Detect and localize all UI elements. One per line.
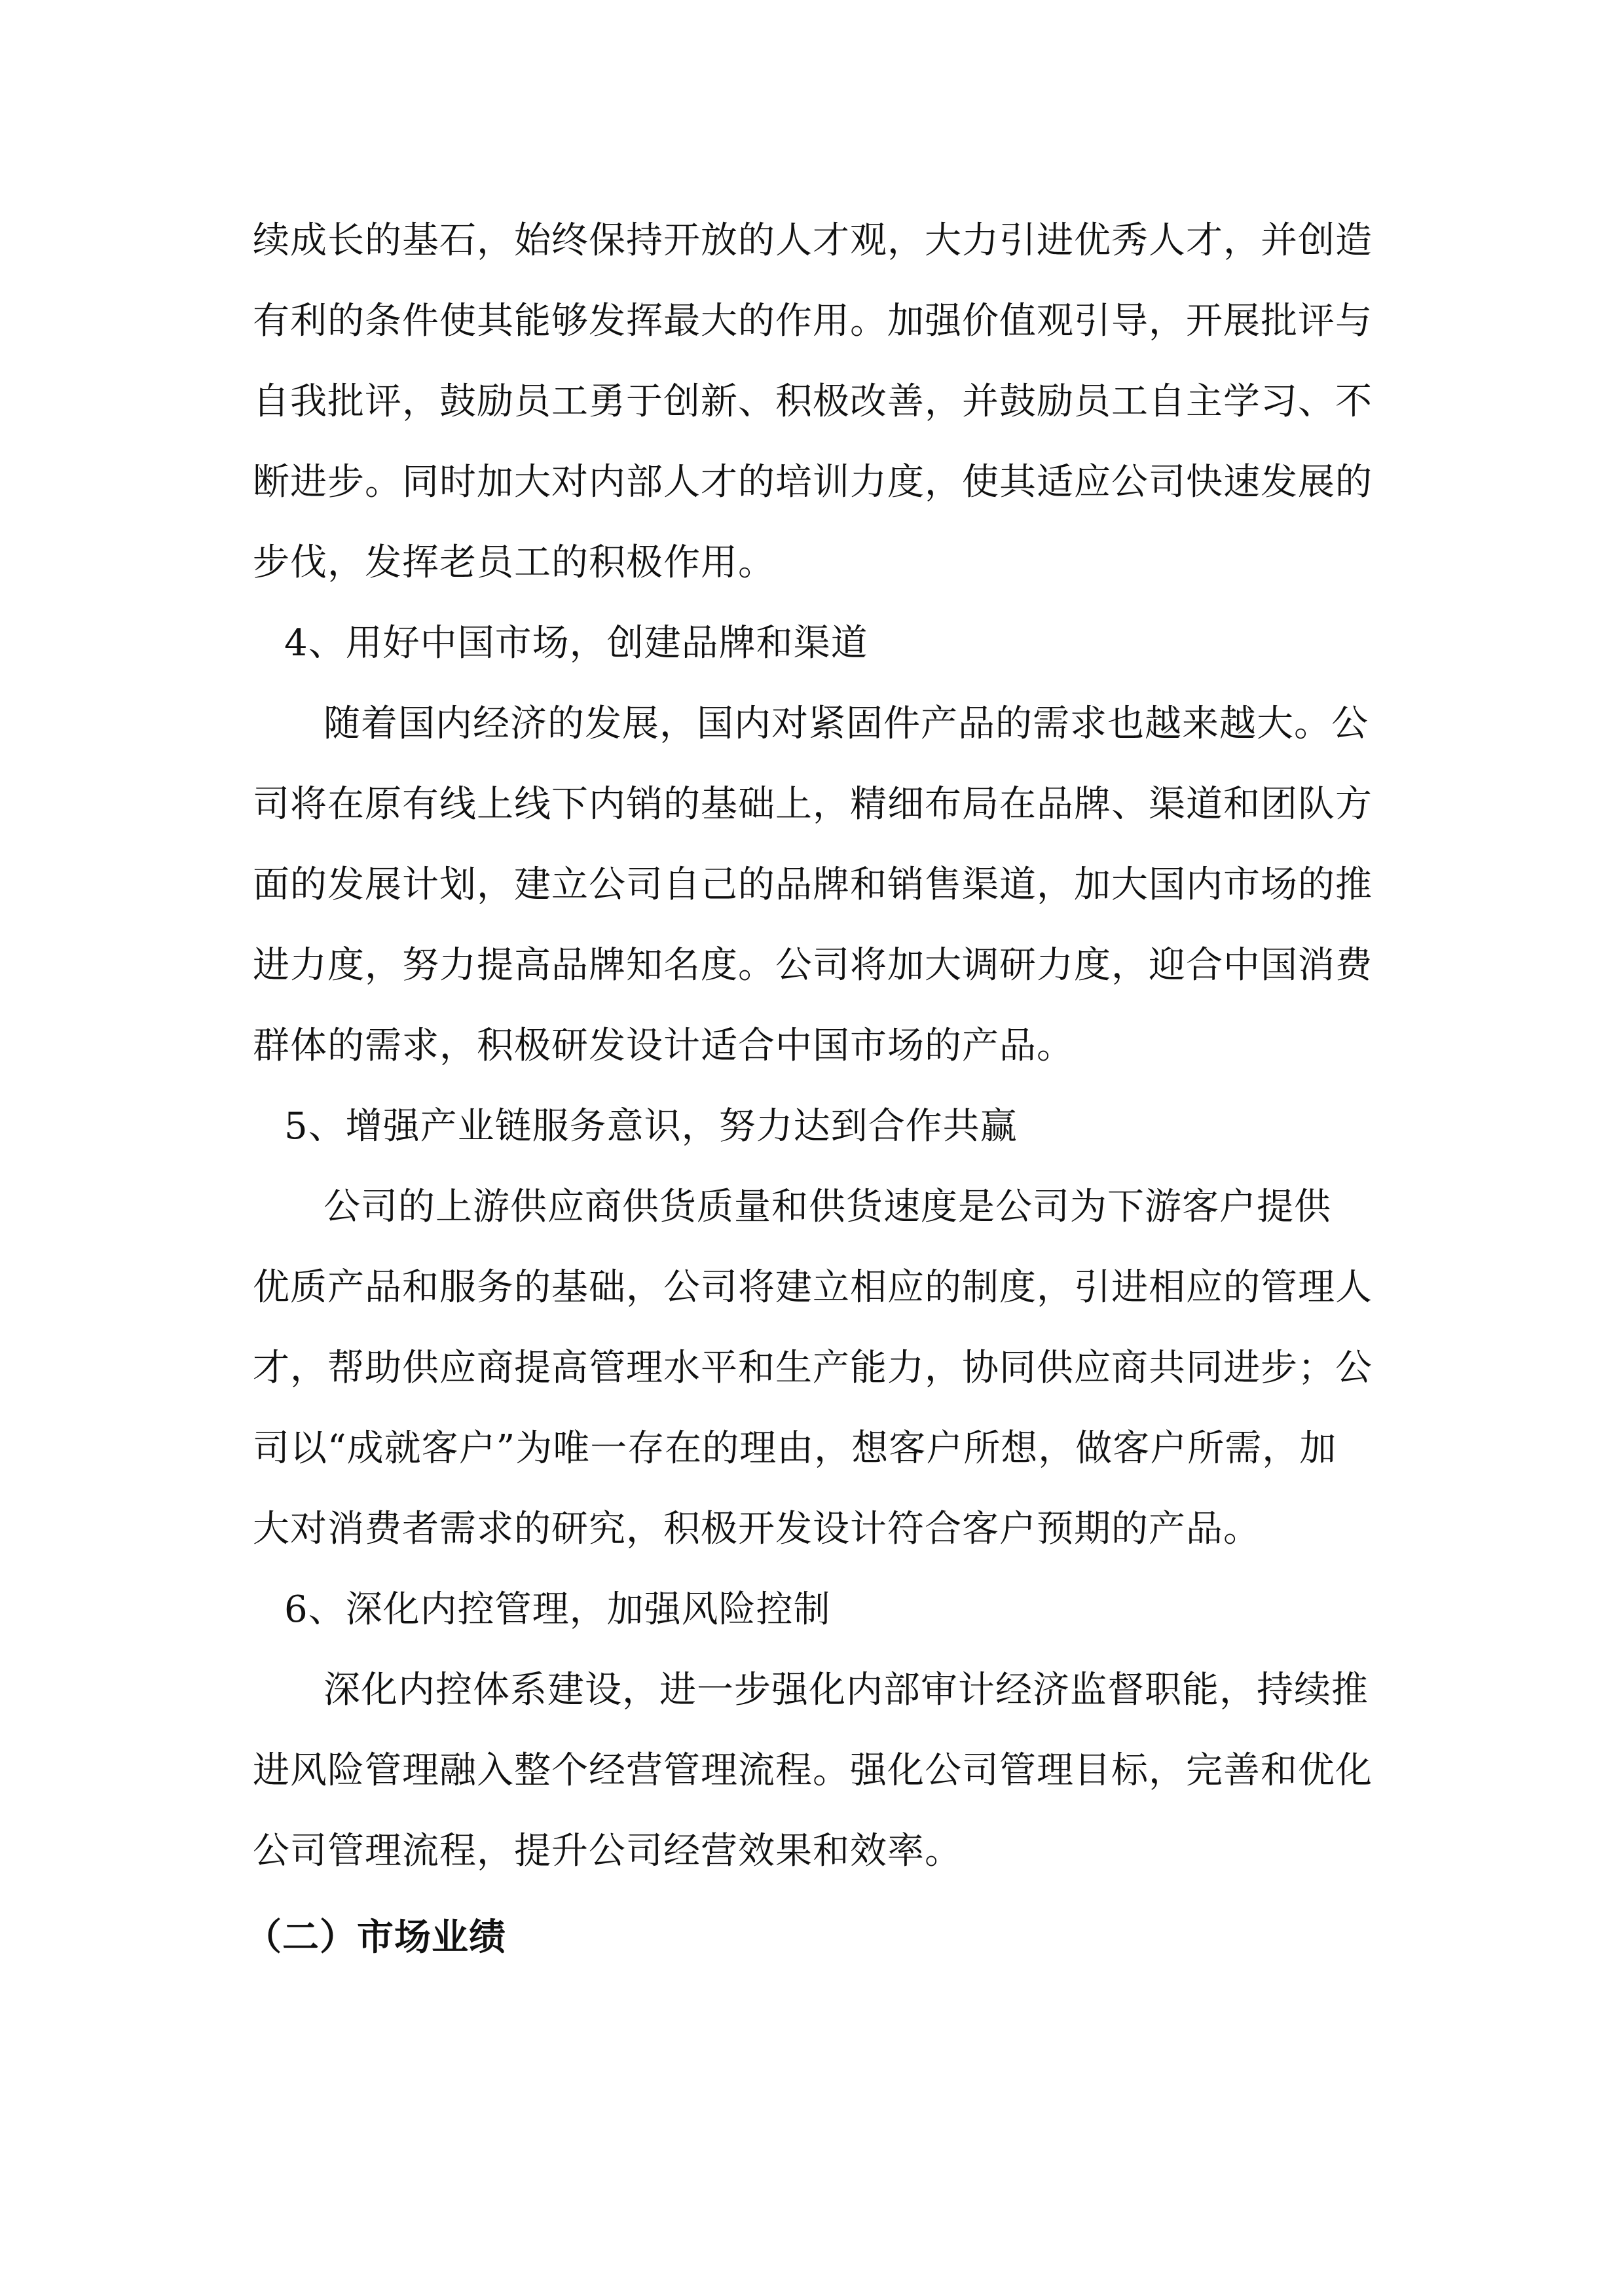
subheading-5: 5、增强产业链服务意识，努力达到合作共赢 bbox=[284, 1105, 1018, 1148]
paragraph-line: 司以“成就客户”为唯一存在的理由，想客户所想，做客户所需，加 bbox=[253, 1427, 1337, 1470]
paragraph-line: 司将在原有线上线下内销的基础上，精细布局在品牌、渠道和团队方 bbox=[253, 783, 1373, 826]
paragraph-line: 大对消费者需求的研究，积极开发设计符合客户预期的产品。 bbox=[253, 1508, 1261, 1550]
subheading-4: 4、用好中国市场，创建品牌和渠道 bbox=[284, 622, 868, 665]
subheading-6: 6、深化内控管理，加强风险控制 bbox=[284, 1588, 831, 1631]
paragraph-line: 进力度，努力提高品牌知名度。公司将加大调研力度，迎合中国消费 bbox=[253, 944, 1373, 987]
paragraph-line: 优质产品和服务的基础，公司将建立相应的制度，引进相应的管理人 bbox=[253, 1266, 1373, 1309]
paragraph-line: 有利的条件使其能够发挥最大的作用。加强价值观引导，开展批评与 bbox=[253, 300, 1373, 342]
paragraph-line: 续成长的基石，始终保持开放的人才观，大力引进优秀人才，并创造 bbox=[253, 219, 1373, 262]
paragraph-line: 公司的上游供应商供货质量和供货速度是公司为下游客户提供 bbox=[323, 1186, 1331, 1228]
paragraph-line: 进风险管理融入整个经营管理流程。强化公司管理目标，完善和优化 bbox=[253, 1749, 1373, 1792]
paragraph-line: 才，帮助供应商提高管理水平和生产能力，协同供应商共同进步；公 bbox=[253, 1347, 1373, 1389]
paragraph-line: 面的发展计划，建立公司自己的品牌和销售渠道，加大国内市场的推 bbox=[253, 864, 1373, 906]
paragraph-line: 自我批评，鼓励员工勇于创新、积极改善，并鼓励员工自主学习、不 bbox=[253, 380, 1373, 423]
paragraph-line: 随着国内经济的发展，国内对紧固件产品的需求也越来越大。公 bbox=[323, 702, 1369, 745]
paragraph-line: 断进步。同时加大对内部人才的培训力度，使其适应公司快速发展的 bbox=[253, 461, 1373, 503]
paragraph-line: 步伐，发挥老员工的积极作用。 bbox=[253, 541, 775, 584]
paragraph-line: 公司管理流程，提升公司经营效果和效率。 bbox=[253, 1830, 962, 1872]
paragraph-line: 群体的需求，积极研发设计适合中国市场的产品。 bbox=[253, 1025, 1074, 1067]
paragraph-line: 深化内控体系建设，进一步强化内部审计经济监督职能，持续推 bbox=[323, 1669, 1369, 1711]
section-heading: （二）市场业绩 bbox=[245, 1916, 506, 1959]
